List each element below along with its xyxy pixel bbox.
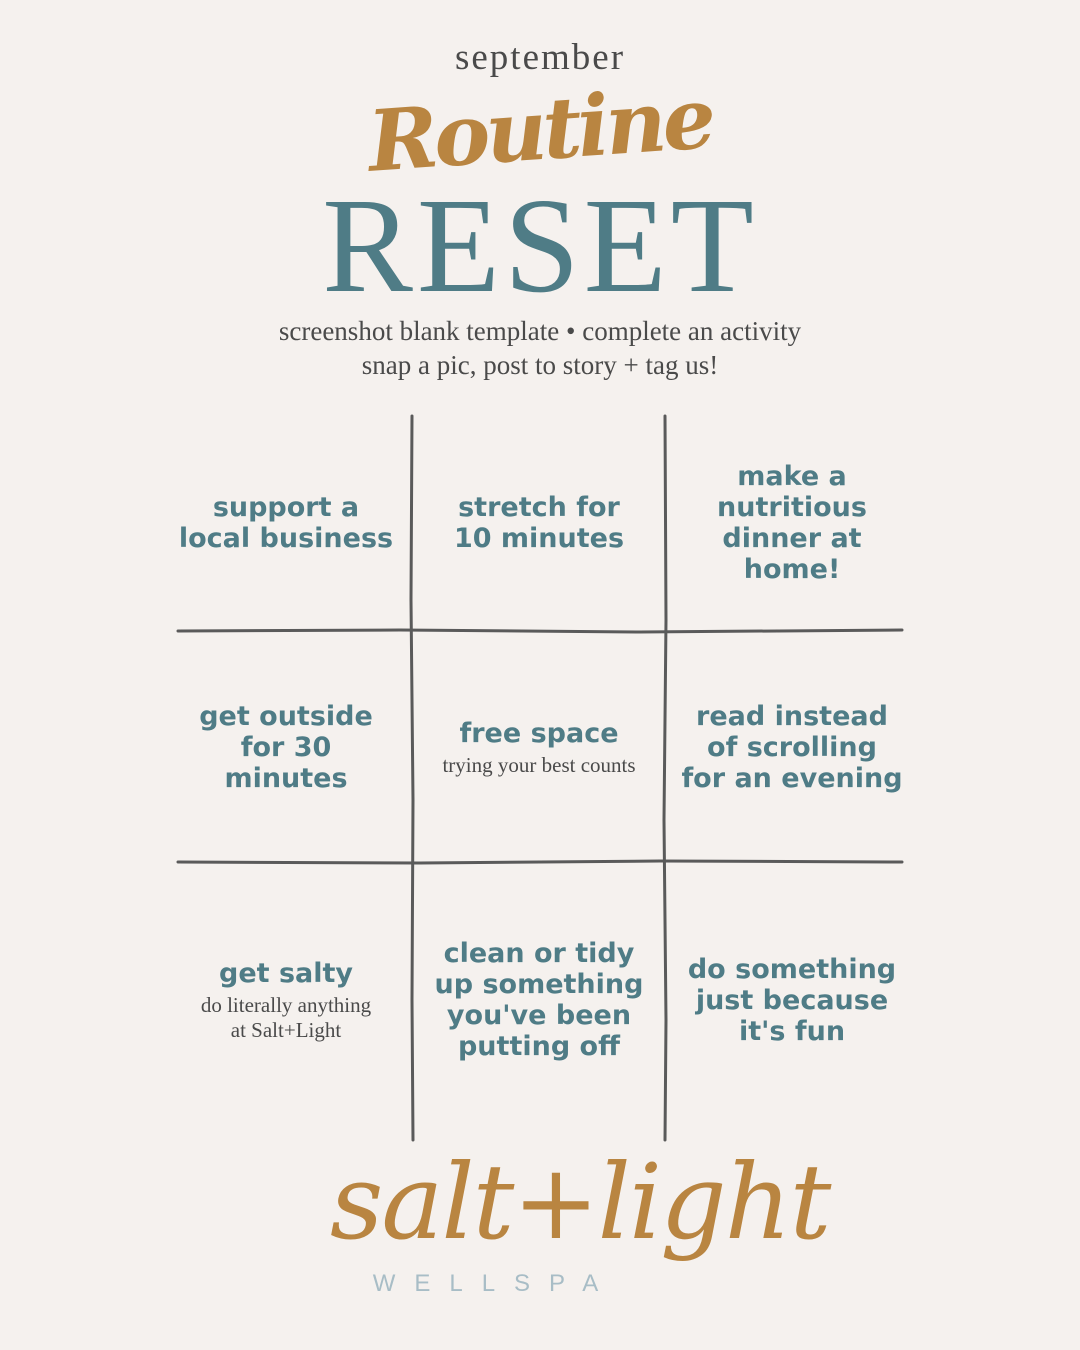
cell-task: stretch for 10 minutes (453, 491, 625, 554)
salt-light-logo (330, 1130, 830, 1330)
cell-task: support a local business (178, 491, 394, 554)
cell-task: get outside for 30 minutes (199, 701, 373, 794)
cell-task: read instead of scrolling for an evening (681, 701, 903, 794)
month-title: september (454, 37, 626, 78)
subtitle-line-2: snap a pic, post to story + tag us! (361, 350, 719, 380)
grid-line-vertical-1 (411, 416, 413, 1140)
cell-task: free space (459, 717, 619, 749)
cell-note: do literally anything at Salt+Light (200, 992, 372, 1042)
cell-get-salty (166, 880, 406, 1120)
subtitle-line-1: screenshot blank template • complete an activity (278, 316, 802, 346)
cell-read-instead (672, 640, 912, 855)
cell-task: get salty (219, 957, 353, 989)
cell-support-local-business (166, 420, 406, 625)
cell-task: make a nutritious dinner at home! (717, 460, 867, 585)
grid-line-horizontal-1 (178, 630, 902, 632)
cell-get-outside (166, 640, 406, 855)
cell-do-something-fun (672, 880, 912, 1120)
cell-task: do something just because it's fun (687, 953, 897, 1047)
cell-task: clean or tidy up something you've been putting off (434, 938, 644, 1062)
grid-line-vertical-2 (664, 416, 666, 1140)
cell-free-space (419, 640, 659, 855)
cell-nutritious-dinner (672, 420, 912, 625)
grid-line-horizontal-2 (178, 861, 902, 863)
cell-note: trying your best counts (442, 752, 636, 777)
logo-script: salt+light (330, 1141, 830, 1263)
reset-title: RESET (322, 171, 758, 321)
logo-tagline: WELLSPA (372, 1270, 618, 1297)
cell-stretch (419, 420, 659, 625)
cell-clean-tidy (419, 880, 659, 1120)
routine-title: Routine (364, 68, 716, 191)
